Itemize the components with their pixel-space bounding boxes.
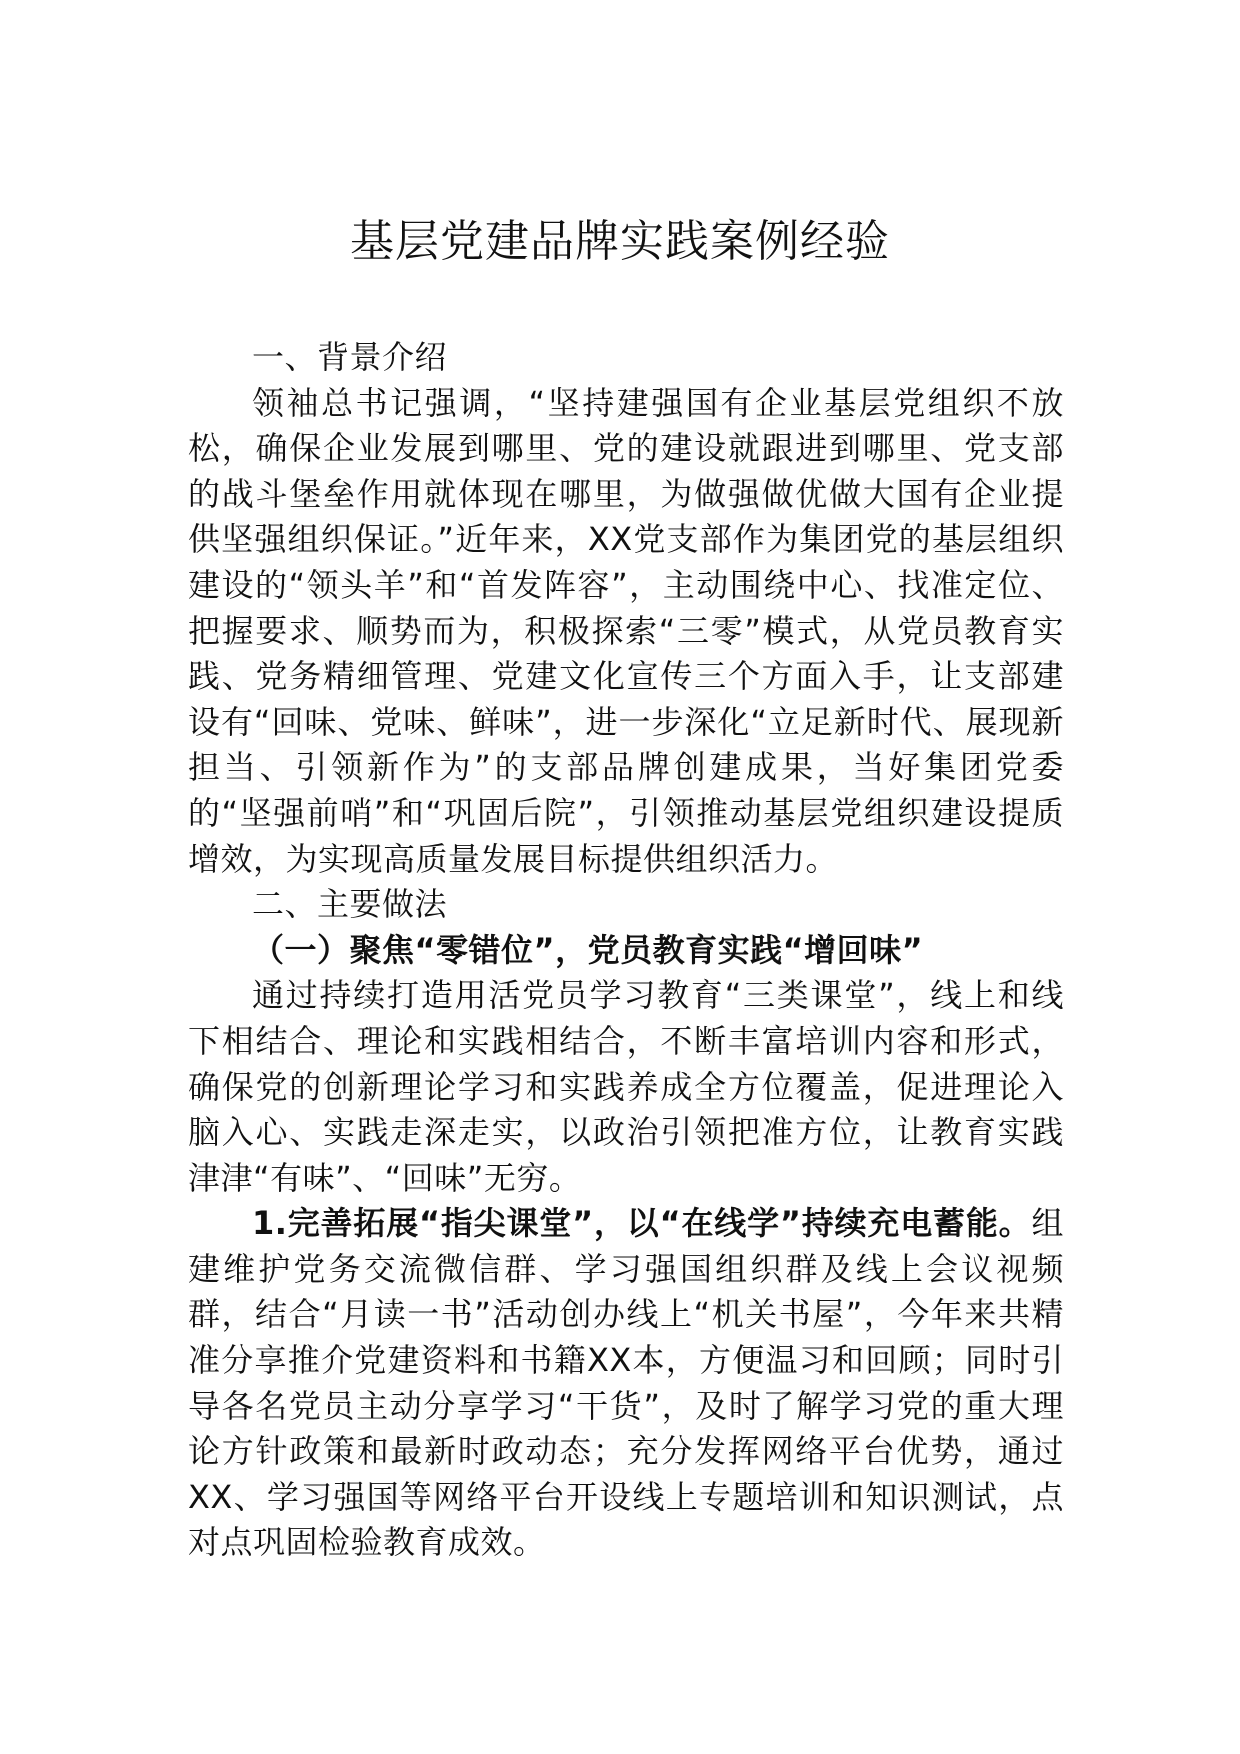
section-heading-background: 一、背景介绍: [252, 338, 448, 376]
item-lead-heading: 1.完善拓展“指尖课堂”，以“在线学”持续充电蓄能。: [252, 1204, 1032, 1243]
paragraph-background: 领袖总书记强调，“坚持建强国有企业基层党组织不放松，确保企业发展到哪里、党的建设就跟进到哪里、党支部的战斗堡垒作用就体现在哪里，为做强做优做大国有企业提供坚强组织保证。”近年来，XX党支部作为集团党的基层组织建设的“领头羊”和“首发阵容”，主动围绕中心、找准定位、把握要求、顺势而为，积极探索“三零”模式，从党员教育实践、党务精细管理、党建文化宣传三个方面入手，让支部建设有“回味、党味、鲜味”，进一步深化“立足新时代、展现新担当、引领新作为”的支部品牌创建成果，当好集团党委的“坚强前哨”和“巩固后院”，引领推动基层党组织建设提质增效，为实现高质量发展目标提供组织活力。: [188, 383, 1064, 878]
subsection-heading-zero-misalignment: （一）聚焦“零错位”，党员教育实践“增回味”: [252, 930, 924, 969]
item-body-text: 组建维护党务交流微信群、学习强国组织群及线上会议视频群，结合“月读一书”活动创办线上“机关书屋”，今年来共精准分享推介党建资料和书籍XX本，方便温习和回顾；同时引导各名党员主动分享学习“干货”，及时了解学习党的重大理论方针政策和最新时政动态；充分发挥网络平台优势，通过XX、学习强国等网络平台开设线上专题培训和知识测试，点对点巩固检验教育成效。: [188, 1204, 1064, 1562]
paragraph-fingertip-classroom: [188, 1201, 1064, 1566]
document-body: [188, 335, 1064, 1566]
document-title: 基层党建品牌实践案例经验: [350, 216, 890, 267]
section-heading-main-practices: 二、主要做法: [252, 885, 448, 924]
paragraph-education-practice: 通过持续打造用活党员学习教育“三类课堂”，线上和线下相结合、理论和实践相结合，不断丰富培训内容和形式，确保党的创新理论学习和实践养成全方位覆盖，促进理论入脑入心、实践走深走实，以政治引领把准方位，让教育实践津津“有味”、“回味”无穷。: [188, 976, 1064, 1197]
